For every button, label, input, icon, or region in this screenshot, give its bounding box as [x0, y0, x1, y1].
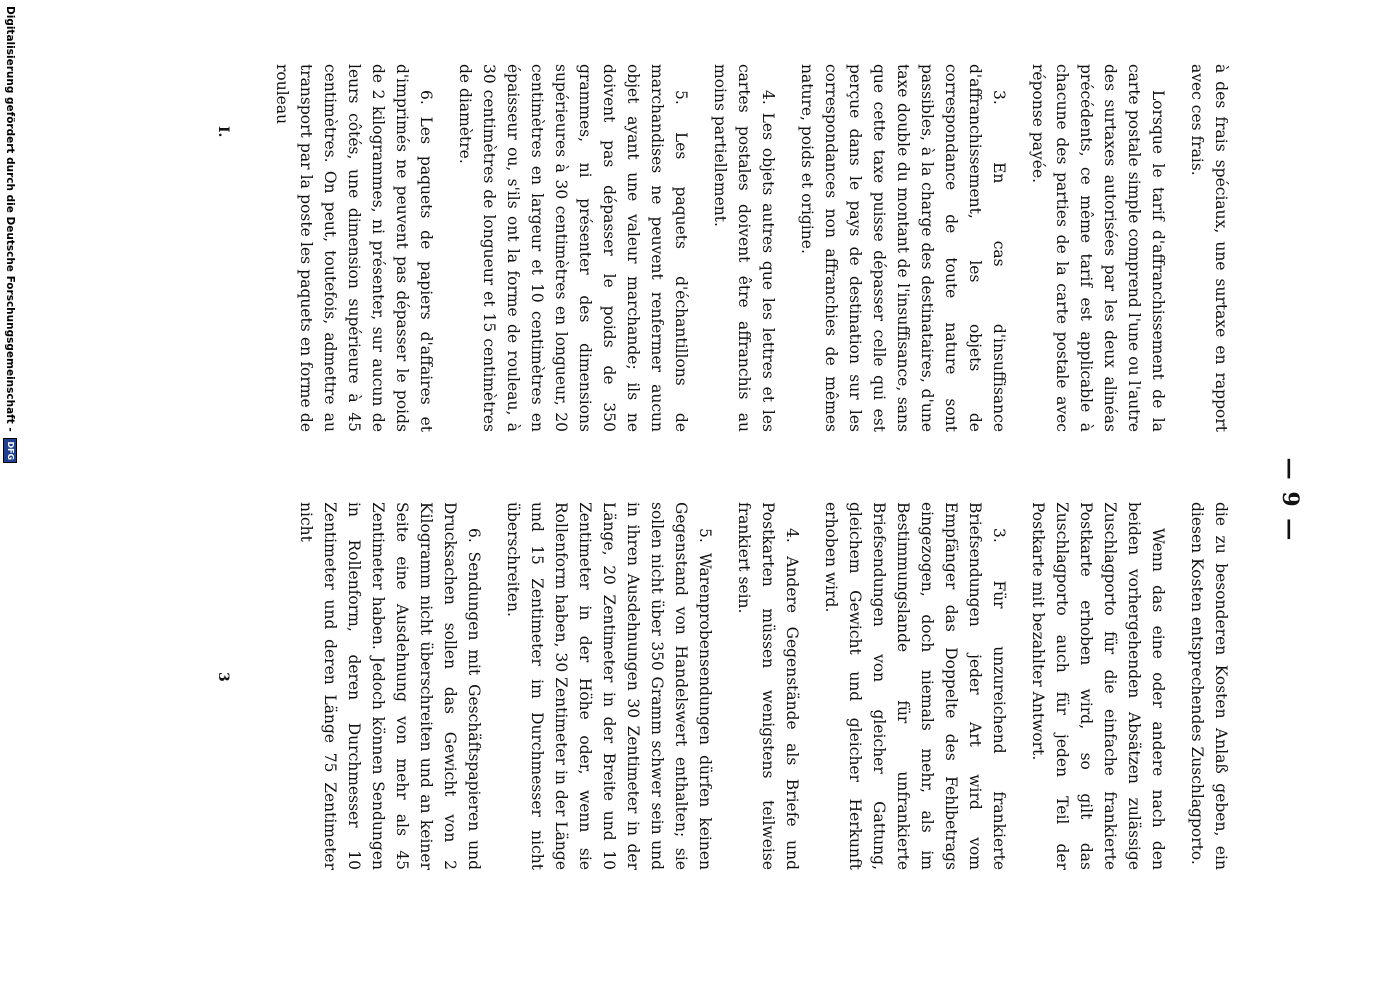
- de-paragraph: die zu besonderen Kosten Anlaß geben, ein diesen Kosten entsprechendes Zuschlagporto.: [1188, 502, 1230, 870]
- fr-paragraph: 4. Les objets autres que les lettres et les cartes postales doivent être affranchis au moins partiellement.: [711, 64, 777, 432]
- dfg-credit: [3, 6, 17, 463]
- de-paragraph: 4. Andere Gegenstände als Briefe und Postkarten müssen wenigstens teilweise frankiert sein.: [735, 502, 801, 870]
- de-paragraph: 5. Warenprobensendungen dürfen keinen Gegenstand von Handelswert enthalten; sie sollen nicht über 350 Gramm schwer sein und in ihren Ausdehnungen 30 Zentimeter in der Länge, 20 Zentimeter in der Breite und 10 Zentimeter in der Höhe oder, wenn sie Rollenform haben, 30 Zentimeter in der Länge und 15 Zentimeter im Durchmesser nicht überschreiten.: [504, 502, 714, 870]
- fr-paragraph: à des frais spéciaux, une surtaxe en rapport avec ces frais.: [1188, 64, 1230, 432]
- dfg-logo-icon: DFG: [3, 438, 17, 463]
- de-paragraph: 3. Für unzureichend frankierte Briefsendungen jeder Art wird vom Empfänger das Doppelte des Fehlbetrags eingezogen, doch niemals mehr, als im Bestimmungslande für unfrankierte Briefsendungen von gleicher Gattung, gleichem Gewicht und gleicher Herkunft erhoben wird.: [822, 502, 1008, 870]
- signature-mark-right: 3: [215, 672, 231, 682]
- de-paragraph: 6. Sendungen mit Geschäftspapieren und Drucksachen sollen das Gewicht von 2 Kilogramm nicht überschreiten und an keiner Seite eine Ausdehnung von mehr als 45 Zentimeter haben. Jedoch können Sendungen in Rollenform, deren Durchmesser 10 Zentimeter und deren Länge 75 Zentimeter nicht: [297, 502, 483, 870]
- fr-paragraph: 3. En cas d'insuffisance d'affranchissement, les objets de correspondance de toute nature sont passibles, à la charge des destinataires, d'une taxe double du montant de l'insuffisance, sans que cette taxe puisse dépasser celle qui est perçue dans le pays de destination sur les correspondances non affranchies de mêmes nature, poids et origine.: [798, 64, 1008, 432]
- signature-mark-left: I.: [215, 126, 231, 138]
- page-number: — 9 —: [1277, 457, 1303, 543]
- fr-paragraph: 5. Les paquets d'échantillons de marchandises ne peuvent renfermer aucun objet ayant une valeur marchande; ils ne doivent pas dépasser le poids de 350 grammes, ni présenter des dimensions supérieures à 30 centimètres en longueur, 20 centimètres en largeur et 10 centimètres en épaisseur ou, s'ils ont la forme de rouleau, à 30 centimètres de longueur et 15 centimètres de diamètre.: [456, 64, 690, 432]
- dfg-credit-text: Digitalisierung gefördert durch die Deutsche Forschungsgemeinschaft -: [4, 6, 16, 432]
- fr-paragraph: 6. Les paquets de papiers d'affaires et d'imprimés ne peuvent pas dépasser le poids de 2 kilogrammes, ni présenter, sur aucun de leurs côtés, une dimension supérieure à 45 centimètres. On peut, toutefois, admettre au transport par la poste les paquets en forme de rouleau: [273, 64, 435, 432]
- french-column: [255, 64, 1233, 432]
- de-paragraph: Wenn das eine oder andere nach den beiden vorhergehenden Absätzen zulässige Zuschlagporto für die einfache frankierte Postkarte erhoben wird, so gilt das Zuschlagporto auch für jeden Teil der Postkarte mit bezahlter Antwort.: [1029, 502, 1167, 870]
- fr-paragraph: Lorsque le tarif d'affranchissement de la carte postale simple comprend l'une ou l'autre des surtaxes autorisées par les deux alinéas précédents, ce même tarif est applicable à chacune des parties de la carte postale avec réponse payée.: [1029, 64, 1167, 432]
- german-column: [279, 502, 1233, 870]
